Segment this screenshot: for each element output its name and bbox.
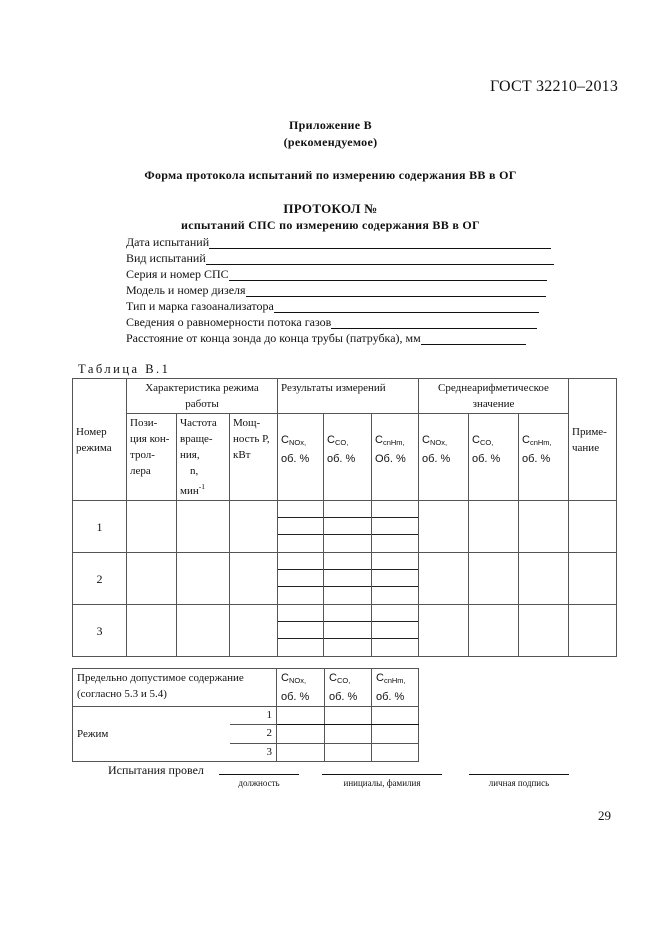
cell-average-nox[interactable] [419, 553, 469, 605]
result-cell[interactable] [278, 570, 323, 587]
result-cell[interactable] [372, 587, 418, 604]
result-cell[interactable] [372, 605, 418, 622]
result-cell[interactable] [372, 570, 418, 587]
cell-power[interactable] [230, 605, 278, 657]
signature-position-caption: должность [238, 778, 280, 788]
header-result-cnhm: $C_{cnHm,}$ Об. % [372, 414, 419, 501]
result-cell[interactable] [324, 518, 371, 535]
limits-mode-number: 2 [230, 725, 277, 744]
result-cell[interactable] [372, 553, 418, 570]
cell-frequency[interactable] [177, 605, 230, 657]
protocol-subtitle: испытаний СПС по измерению содержания ВВ в ОГ [181, 218, 480, 232]
field-flow-uniformity[interactable] [126, 314, 537, 330]
limits-cell[interactable] [372, 725, 419, 744]
limits-header-cnhm: $C_{cnHm,}$ об. % [372, 669, 419, 707]
result-cell[interactable] [278, 622, 323, 639]
signature-sign-line[interactable] [469, 762, 569, 775]
signature-sign-caption: личная подпись [488, 778, 550, 788]
table-row-mode-1 [73, 501, 617, 553]
header-results: Результаты измерений [278, 379, 419, 414]
field-gas-analyzer[interactable] [126, 298, 539, 314]
field-test-date[interactable] [126, 234, 551, 250]
field-label: Модель и номер дизеля [126, 283, 246, 297]
field-series-number[interactable] [126, 266, 547, 282]
appendix-status: (рекомендуемое) [283, 135, 378, 149]
result-cell[interactable] [324, 501, 371, 518]
field-label: Тип и марка газоанализатора [126, 299, 274, 313]
header-result-nox: $C_{NOx,}$ об. % [278, 414, 324, 501]
measurement-table [72, 378, 617, 657]
result-cell[interactable] [324, 570, 371, 587]
result-cell[interactable] [324, 622, 371, 639]
cell-average-co[interactable] [469, 605, 519, 657]
header-power: Мощ-ность Р, кВт [230, 414, 278, 501]
field-input-line[interactable] [274, 300, 539, 313]
cell-average-co[interactable] [469, 501, 519, 553]
field-input-line[interactable] [229, 268, 547, 281]
limits-cell[interactable] [372, 744, 419, 762]
cell-average-cnhm[interactable] [519, 501, 569, 553]
appendix-title: Приложение В [289, 118, 372, 132]
result-cell[interactable] [324, 605, 371, 622]
table-row-mode-2 [73, 553, 617, 605]
result-cell[interactable] [324, 587, 371, 604]
field-probe-distance[interactable] [126, 330, 526, 346]
cell-frequency[interactable] [177, 501, 230, 553]
mode-number: 1 [73, 501, 127, 553]
limits-cell[interactable] [277, 725, 325, 744]
header-result-co: $C_{CO,}$ об. % [324, 414, 372, 501]
signature-label: Испытания провел [108, 763, 204, 777]
cell-results-cnhm [372, 605, 419, 657]
cell-average-cnhm[interactable] [519, 605, 569, 657]
result-cell[interactable] [372, 535, 418, 552]
limits-mode-number: 3 [230, 744, 277, 762]
result-cell[interactable] [278, 518, 323, 535]
result-cell[interactable] [324, 639, 371, 656]
signature-name-caption: инициалы, фамилия [343, 778, 421, 788]
cell-results-cnhm [372, 501, 419, 553]
signature-position-line[interactable] [219, 762, 299, 775]
page-number: 29 [598, 808, 611, 823]
result-cell[interactable] [372, 639, 418, 656]
field-test-type[interactable] [126, 250, 554, 266]
table-caption: Таблица В.1 [78, 362, 171, 376]
form-title: Форма протокола испытаний по измерению содержания ВВ в ОГ [144, 168, 517, 182]
cell-results-nox [278, 605, 324, 657]
header-mode-characteristics: Характеристика режима работы [127, 379, 278, 414]
result-cell[interactable] [324, 535, 371, 552]
header-average-cnhm: $C_{cnHm,}$ об. % [519, 414, 569, 501]
header-controller-position: Пози-ция кон-трол-лера [127, 414, 177, 501]
field-label: Расстояние от конца зонда до конца трубы (патрубка), мм [126, 331, 421, 345]
field-label: Вид испытаний [126, 251, 206, 265]
header-rotation-frequency: Частота враще-ния, n, мин$^{-1}$ [177, 414, 230, 501]
cell-frequency[interactable] [177, 553, 230, 605]
field-label: Дата испытаний [126, 235, 210, 249]
cell-note[interactable] [569, 605, 617, 657]
mode-number: 3 [73, 605, 127, 657]
result-cell[interactable] [372, 518, 418, 535]
result-cell[interactable] [278, 587, 323, 604]
result-cell[interactable] [324, 553, 371, 570]
limits-row-mode-1 [73, 707, 419, 725]
field-input-line[interactable] [209, 236, 551, 249]
field-diesel-model[interactable] [126, 282, 546, 298]
header-mode-number: Номер режима [73, 379, 127, 501]
limits-cell[interactable] [325, 744, 372, 762]
limits-cell[interactable] [325, 725, 372, 744]
cell-results-co [324, 553, 372, 605]
cell-average-nox[interactable] [419, 501, 469, 553]
cell-power[interactable] [230, 553, 278, 605]
cell-controller[interactable] [127, 501, 177, 553]
limits-mode-number: 1 [230, 707, 277, 725]
result-cell[interactable] [278, 535, 323, 552]
result-cell[interactable] [278, 605, 323, 622]
cell-controller[interactable] [127, 605, 177, 657]
result-cell[interactable] [278, 501, 323, 518]
limits-header-co: $C_{CO,}$ об. % [325, 669, 372, 707]
field-label: Серия и номер СПС [126, 267, 229, 281]
limits-cell[interactable] [325, 707, 372, 725]
limits-mode-label: Режим [73, 707, 230, 762]
cell-average-co[interactable] [469, 553, 519, 605]
signature-name-line[interactable] [322, 762, 442, 775]
cell-results-nox [278, 553, 324, 605]
field-input-line[interactable] [246, 284, 546, 297]
header-average: Среднеарифметическое значение [419, 379, 569, 414]
limits-table [72, 668, 419, 762]
header-average-nox: $C_{NOx,}$ об. % [419, 414, 469, 501]
result-cell[interactable] [372, 501, 418, 518]
cell-power[interactable] [230, 501, 278, 553]
result-cell[interactable] [278, 553, 323, 570]
standard-number: ГОСТ 32210–2013 [490, 78, 619, 95]
cell-results-co [324, 501, 372, 553]
cell-note[interactable] [569, 553, 617, 605]
field-label: Сведения о равномерности потока газов [126, 315, 332, 329]
header-average-co: $C_{CO,}$ об. % [469, 414, 519, 501]
cell-average-nox[interactable] [419, 605, 469, 657]
cell-results-co [324, 605, 372, 657]
table-row-mode-3 [73, 605, 617, 657]
cell-average-cnhm[interactable] [519, 553, 569, 605]
limits-cell[interactable] [372, 707, 419, 725]
limits-cell[interactable] [277, 744, 325, 762]
cell-results-nox [278, 501, 324, 553]
limits-cell[interactable] [277, 707, 325, 725]
cell-results-cnhm [372, 553, 419, 605]
result-cell[interactable] [278, 639, 323, 656]
field-input-line[interactable] [206, 252, 554, 265]
protocol-title: ПРОТОКОЛ № [283, 201, 378, 216]
limits-header: Предельно допустимое содержание (согласно 5.3 и 5.4) [73, 669, 277, 707]
cell-controller[interactable] [127, 553, 177, 605]
field-input-line[interactable] [331, 316, 537, 329]
cell-note[interactable] [569, 501, 617, 553]
mode-number: 2 [73, 553, 127, 605]
limits-header-nox: $C_{NOx,}$ об. % [277, 669, 325, 707]
header-note: Приме-чание [569, 379, 617, 501]
result-cell[interactable] [372, 622, 418, 639]
field-input-line[interactable] [421, 332, 526, 345]
